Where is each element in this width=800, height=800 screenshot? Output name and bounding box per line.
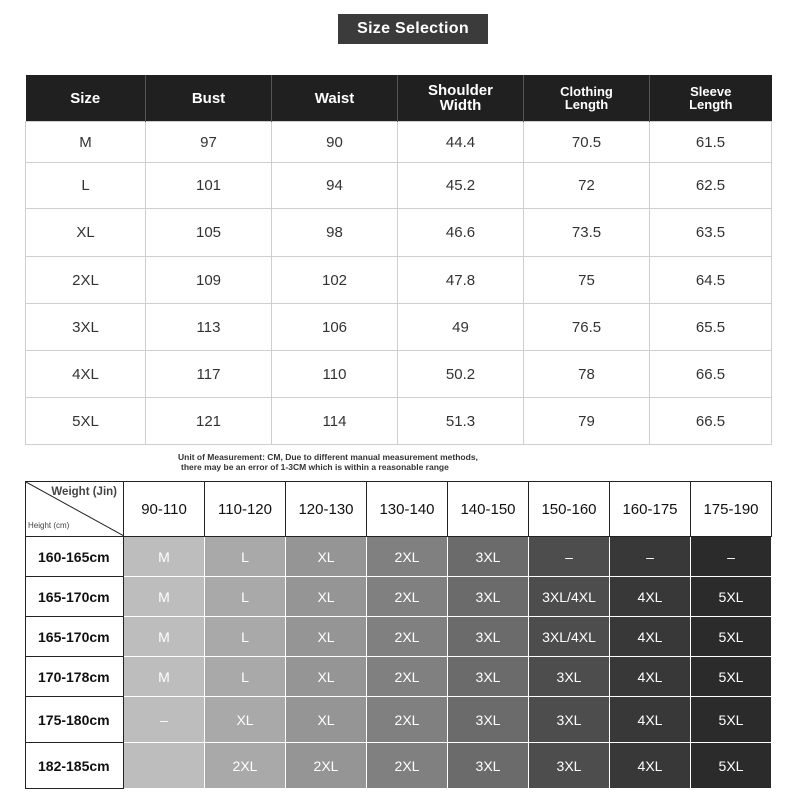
weight-header: 90-110 [124, 482, 205, 537]
cell-waist: 90 [272, 122, 398, 163]
size-cell: 2XL [367, 743, 448, 789]
cell-size: 2XL [26, 257, 146, 304]
table-row [26, 398, 772, 445]
table-row [26, 209, 772, 257]
cell-bust: 109 [146, 257, 272, 304]
size-cell: 2XL [205, 743, 286, 789]
table-row [26, 163, 772, 209]
weight-header: 120-130 [286, 482, 367, 537]
size-cell: 3XL [448, 577, 529, 617]
table-row [26, 577, 772, 617]
size-cell: 3XL [448, 537, 529, 577]
size-cell: 5XL [691, 657, 772, 697]
size-cell: XL [286, 697, 367, 743]
cell-waist: 94 [272, 163, 398, 209]
size-cell: 2XL [286, 743, 367, 789]
table-row [26, 122, 772, 163]
header-shoulder-width: Shoulder Width [398, 75, 524, 122]
height-range: 170-178cm [26, 657, 124, 697]
header-size: Size [26, 75, 146, 122]
table-row [26, 743, 772, 789]
size-cell: 5XL [691, 617, 772, 657]
size-cell: 3XL [448, 697, 529, 743]
cell-size: M [26, 122, 146, 163]
weight-header-row [26, 482, 772, 537]
header-sleeve-length: Sleeve Length [650, 75, 772, 122]
table-row [26, 257, 772, 304]
cell-clothing-length: 78 [524, 351, 650, 398]
size-cell: XL [286, 657, 367, 697]
size-cell: – [691, 537, 772, 577]
size-cell: 3XL [448, 743, 529, 789]
height-range: 165-170cm [26, 577, 124, 617]
height-range: 165-170cm [26, 617, 124, 657]
table-row [26, 351, 772, 398]
size-cell: 2XL [367, 617, 448, 657]
size-cell: – [124, 697, 205, 743]
size-cell: L [205, 537, 286, 577]
size-cell: 5XL [691, 697, 772, 743]
cell-clothing-length: 75 [524, 257, 650, 304]
cell-sleeve-length: 65.5 [650, 304, 772, 351]
cell-waist: 106 [272, 304, 398, 351]
height-range: 182-185cm [26, 743, 124, 789]
weight-header: 160-175 [610, 482, 691, 537]
size-cell: – [529, 537, 610, 577]
size-cell: 4XL [610, 697, 691, 743]
size-cell: M [124, 537, 205, 577]
cell-waist: 114 [272, 398, 398, 445]
header-bust: Bust [146, 75, 272, 122]
size-cell: 4XL [610, 577, 691, 617]
size-cell: XL [286, 617, 367, 657]
weight-header: 110-120 [205, 482, 286, 537]
cell-size: 4XL [26, 351, 146, 398]
cell-shoulder-width: 50.2 [398, 351, 524, 398]
cell-shoulder-width: 45.2 [398, 163, 524, 209]
size-cell: 4XL [610, 617, 691, 657]
cell-size: 5XL [26, 398, 146, 445]
size-cell: XL [286, 577, 367, 617]
size-cell: 3XL [529, 697, 610, 743]
cell-sleeve-length: 63.5 [650, 209, 772, 257]
size-cell: 3XL [529, 743, 610, 789]
size-header-row [26, 75, 772, 122]
cell-shoulder-width: 44.4 [398, 122, 524, 163]
cell-waist: 110 [272, 351, 398, 398]
size-cell: M [124, 657, 205, 697]
note-line-2: there may be an error of 1-3CM which is within a reasonable range [181, 462, 449, 472]
cell-bust: 117 [146, 351, 272, 398]
size-cell: 3XL [529, 657, 610, 697]
header-waist: Waist [272, 75, 398, 122]
size-cell: L [205, 617, 286, 657]
cell-sleeve-length: 66.5 [650, 398, 772, 445]
cell-sleeve-length: 64.5 [650, 257, 772, 304]
cell-shoulder-width: 49 [398, 304, 524, 351]
page-title: Size Selection [338, 14, 488, 44]
cell-waist: 102 [272, 257, 398, 304]
size-cell: M [124, 617, 205, 657]
cell-bust: 113 [146, 304, 272, 351]
cell-bust: 101 [146, 163, 272, 209]
cell-clothing-length: 76.5 [524, 304, 650, 351]
cell-size: 3XL [26, 304, 146, 351]
cell-size: L [26, 163, 146, 209]
size-cell: – [610, 537, 691, 577]
size-cell: 4XL [610, 743, 691, 789]
height-range: 160-165cm [26, 537, 124, 577]
cell-size: XL [26, 209, 146, 257]
table-row [26, 657, 772, 697]
size-cell: 5XL [691, 743, 772, 789]
size-cell: 4XL [610, 657, 691, 697]
size-cell: 3XL [448, 617, 529, 657]
size-cell: XL [205, 697, 286, 743]
height-axis-label: Height (cm) [28, 521, 70, 530]
height-range: 175-180cm [26, 697, 124, 743]
corner-header [26, 482, 124, 537]
size-cell [124, 743, 205, 789]
size-cell: 2XL [367, 697, 448, 743]
weight-header: 140-150 [448, 482, 529, 537]
table-row [26, 304, 772, 351]
cell-shoulder-width: 46.6 [398, 209, 524, 257]
cell-sleeve-length: 62.5 [650, 163, 772, 209]
table-row [26, 537, 772, 577]
cell-clothing-length: 72 [524, 163, 650, 209]
cell-clothing-length: 79 [524, 398, 650, 445]
weight-header: 130-140 [367, 482, 448, 537]
size-cell: 3XL [448, 657, 529, 697]
cell-clothing-length: 70.5 [524, 122, 650, 163]
measurement-note [178, 452, 578, 472]
size-chart-table [25, 75, 772, 445]
size-cell: 2XL [367, 577, 448, 617]
size-cell: L [205, 657, 286, 697]
size-cell: 2XL [367, 657, 448, 697]
note-line-1: Unit of Measurement: CM, Due to different manual measurement methods, [178, 452, 478, 462]
cell-waist: 98 [272, 209, 398, 257]
cell-shoulder-width: 47.8 [398, 257, 524, 304]
cell-sleeve-length: 61.5 [650, 122, 772, 163]
weight-axis-label: Weight (Jin) [51, 486, 117, 498]
cell-clothing-length: 73.5 [524, 209, 650, 257]
table-row [26, 697, 772, 743]
size-cell: 3XL/4XL [529, 577, 610, 617]
size-cell: L [205, 577, 286, 617]
weight-header: 150-160 [529, 482, 610, 537]
cell-sleeve-length: 66.5 [650, 351, 772, 398]
size-cell: 5XL [691, 577, 772, 617]
size-cell: 2XL [367, 537, 448, 577]
header-clothing-length: Clothing Length [524, 75, 650, 122]
cell-bust: 97 [146, 122, 272, 163]
cell-shoulder-width: 51.3 [398, 398, 524, 445]
size-cell: M [124, 577, 205, 617]
cell-bust: 121 [146, 398, 272, 445]
size-recommendation-table [25, 481, 772, 789]
size-cell: 3XL/4XL [529, 617, 610, 657]
table-row [26, 617, 772, 657]
size-cell: XL [286, 537, 367, 577]
cell-bust: 105 [146, 209, 272, 257]
weight-header: 175-190 [691, 482, 772, 537]
